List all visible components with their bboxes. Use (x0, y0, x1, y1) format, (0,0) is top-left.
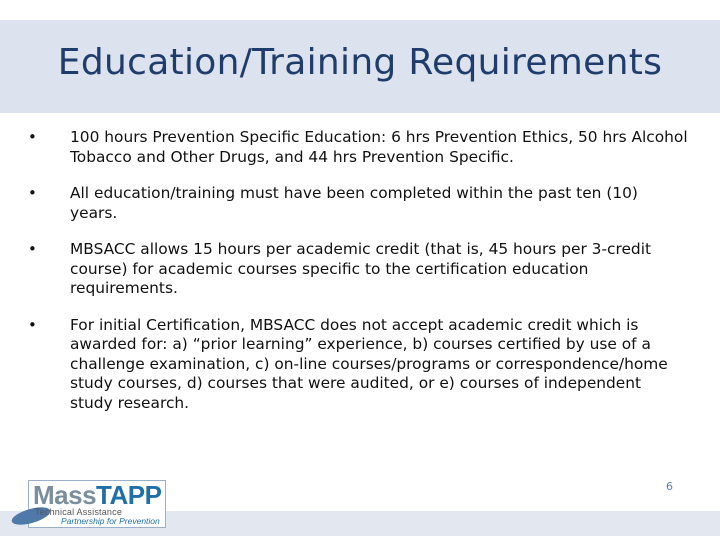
bullet-list (28, 128, 688, 413)
bullet-text: For initial Certification, MBSACC does not accept academic credit which is awarded for: a) “prior learning” experience, b) courses certified by use of a challenge examination, c) on-line courses/programs or correspondence/home study courses, d) courses that were audited, or e) courses of independent study research. (70, 315, 668, 412)
bullet-item (28, 316, 688, 414)
bullet-marker: • (28, 128, 37, 146)
logo-tagline-1: Technical Assistance (35, 507, 123, 517)
bullet-marker: • (28, 184, 37, 202)
bullet-item (28, 128, 688, 167)
logo-mass-text: Mass (33, 480, 97, 510)
page-number: 6 (666, 480, 673, 493)
bullet-item (28, 240, 688, 299)
bullet-item (28, 184, 688, 223)
bullet-lead: 100 hours Prevention Specific Education: (70, 128, 387, 146)
bullet-text: 6 hrs Prevention Ethics, 50 hrs Alcohol Tobacco and Other Drugs, and 44 hrs Prevention Specific. (70, 128, 688, 166)
masstapp-logo (28, 480, 166, 528)
bullet-text: All education/training must have been completed within the past ten (10) years. (70, 184, 638, 222)
bullet-marker: • (28, 240, 37, 258)
bullet-marker: • (28, 315, 37, 334)
logo-tagline-2: Partnership for Prevention (61, 516, 160, 526)
bullet-text: MBSACC allows 15 hours per academic credit (that is, 45 hours per 3-credit course) for academic courses specific to the certification education requirements. (70, 240, 652, 297)
slide-title: Education/Training Requirements (57, 42, 663, 83)
logo-tapp-text: TAPP (96, 480, 162, 510)
